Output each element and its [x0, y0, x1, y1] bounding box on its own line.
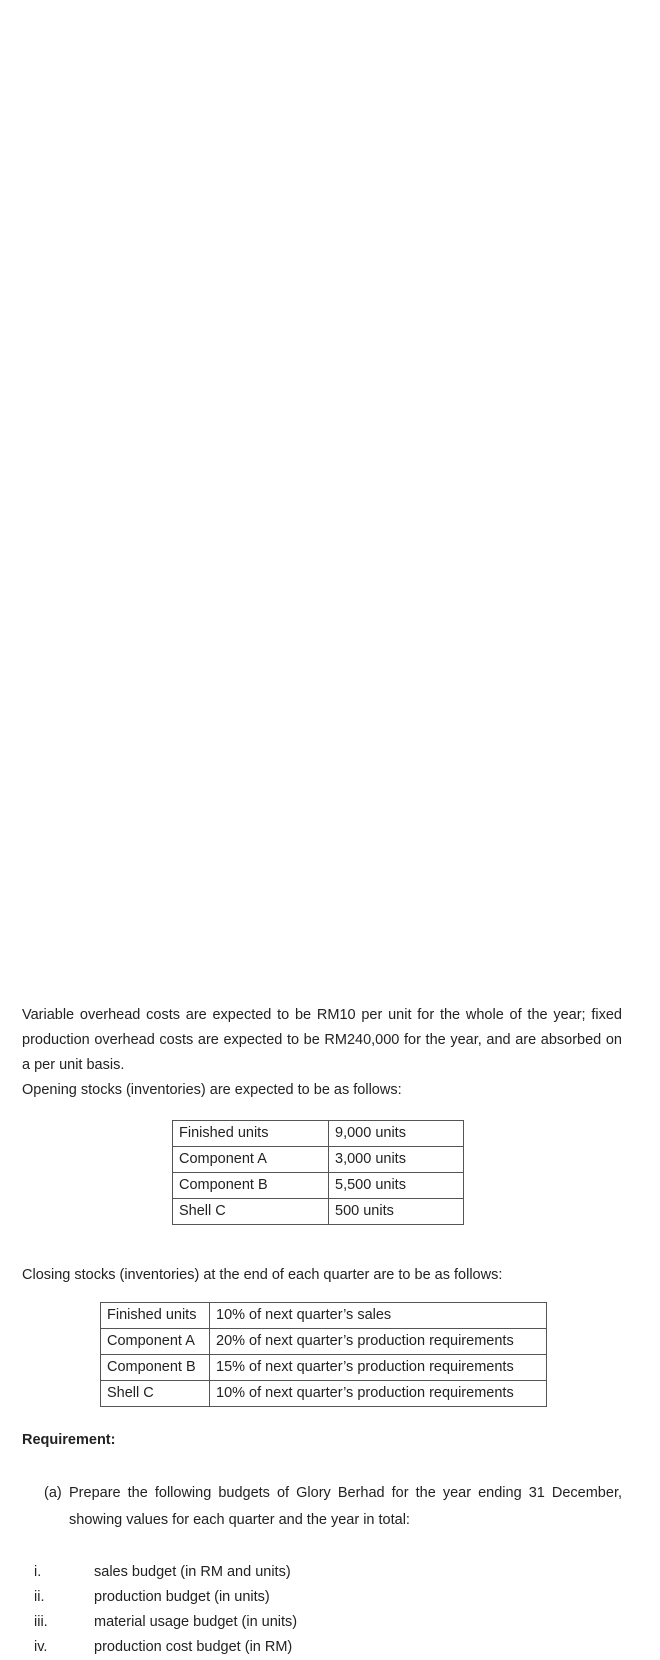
stock-item: Component A: [101, 1329, 210, 1355]
task-text: Prepare the following budgets of Glory Berhad for the year ending 31 December, showing values for each quarter and the year in total:: [69, 1485, 622, 1528]
table-row: [101, 1329, 547, 1355]
stock-value: 10% of next quarter’s sales: [210, 1303, 547, 1329]
task-label: (a): [44, 1485, 62, 1501]
stock-value: 10% of next quarter’s production requirements: [210, 1381, 547, 1407]
opening-stocks-intro: Opening stocks (inventories) are expected to be as follows:: [22, 1081, 402, 1098]
list-item: [34, 1585, 594, 1610]
task-a: [44, 1480, 622, 1534]
stock-value: 15% of next quarter’s production requirements: [210, 1355, 547, 1381]
table-row: [101, 1355, 547, 1381]
stock-item: Component A: [173, 1147, 329, 1173]
stock-value: 5,500 units: [329, 1173, 464, 1199]
list-item-text: production cost budget (in RM): [94, 1639, 293, 1655]
table-row: [173, 1147, 464, 1173]
list-item: [34, 1610, 594, 1635]
closing-stocks-intro: Closing stocks (inventories) at the end of each quarter are to be as follows:: [22, 1266, 503, 1283]
stock-value: 3,000 units: [329, 1147, 464, 1173]
stock-item: Finished units: [173, 1121, 329, 1147]
closing-stocks-table: [100, 1302, 547, 1407]
list-item: [34, 1560, 594, 1585]
list-item-number: iii.: [34, 1614, 48, 1630]
list-item-number: iv.: [34, 1639, 48, 1655]
list-item: [34, 1635, 594, 1660]
stock-item: Finished units: [101, 1303, 210, 1329]
stock-value: 20% of next quarter’s production requirements: [210, 1329, 547, 1355]
stock-value: 9,000 units: [329, 1121, 464, 1147]
list-item-text: production budget (in units): [94, 1589, 270, 1605]
list-item-number: i.: [34, 1564, 42, 1580]
stock-item: Shell C: [173, 1199, 329, 1225]
list-item-text: material usage budget (in units): [94, 1614, 298, 1630]
stock-item: Component B: [101, 1355, 210, 1381]
table-row: [173, 1199, 464, 1225]
list-item-number: ii.: [34, 1589, 45, 1605]
table-row: [101, 1303, 547, 1329]
requirement-heading: Requirement:: [22, 1432, 116, 1448]
list-item-text: sales budget (in RM and units): [94, 1564, 291, 1580]
table-row: [101, 1381, 547, 1407]
budget-parts-list: [34, 1560, 594, 1660]
overhead-paragraph: Variable overhead costs are expected to be RM10 per unit for the whole of the year; fixed production overhead costs are expected to be RM240,000 for the year, and are absorbed on a per unit basis.: [22, 1006, 622, 1073]
stock-item: Shell C: [101, 1381, 210, 1407]
stock-item: Component B: [173, 1173, 329, 1199]
opening-stocks-table: [172, 1120, 464, 1225]
table-row: [173, 1121, 464, 1147]
stock-value: 500 units: [329, 1199, 464, 1225]
table-row: [173, 1173, 464, 1199]
